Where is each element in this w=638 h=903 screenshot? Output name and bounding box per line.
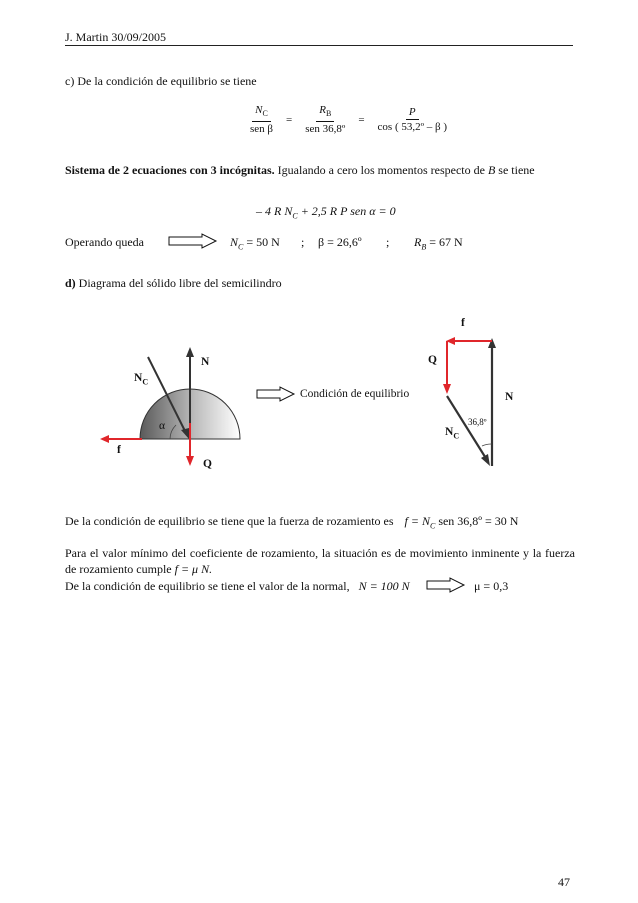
equation-moments: – 4 R $N_C + 2,5$ R P sen α = 0 [256,204,396,221]
implies-arrow-icon [426,577,466,593]
header-rule [65,45,573,46]
separator: ; [301,235,305,249]
result-nc: $N_C = 50$ N [230,235,280,252]
poly-label-n: N [505,391,514,403]
label-f: f [117,444,121,456]
result-mu: μ = 0,3 [474,579,509,593]
equation-ratios: $\frac{N_C}{\text{sen β}}$ = $\frac{R_B}{\text{sen 36,8º}}$ = $\frac{P}{\text{cos ( 53,2º – β )}}$ [247,104,450,135]
implies-arrow-icon [256,386,296,402]
label-alpha: α [159,420,166,432]
fraction-rb: $\frac{R_B}{\text{sen 36,8º}}$ [305,104,346,136]
section-c-intro: c) De la condición de equilibrio se tiene [65,74,257,88]
section-d-title: d) Diagrama del sólido libre del semicilindro [65,276,282,290]
fraction-nc: $\frac{N_C}{\text{sen β}}$ [250,104,274,136]
running-header: J. Martin 30/09/2005 [65,30,166,44]
poly-label-nc: $N_C$ [445,426,460,441]
paragraph-min-coefficient: Para el valor mínimo del coeficiente de rozamiento, la situación es de movimiento inminente y la fuerza de rozamiento cumple f = μ N. [65,546,575,576]
result-beta: β = 26,6º [318,235,362,249]
poly-label-q: Q [428,354,437,366]
label-nc: $N_C$ [134,372,149,387]
page-number: 47 [558,875,570,889]
poly-label-f: f [461,317,465,329]
implies-arrow-icon [168,233,218,249]
label-q: Q [203,458,212,470]
paragraph-friction: De la condición de equilibrio se tiene que la fuerza de rozamiento es $f = N_C$ sen 36,8º = 30 N [65,514,519,531]
label-n: N [201,356,210,368]
result-label: Operando queda [65,235,144,249]
result-rb: $R_B = 67$ N [414,235,463,252]
poly-label-angle: 36,8º [468,417,487,427]
paragraph-normal: De la condición de equilibrio se tiene el valor de la normal, N = 100 N [65,579,410,593]
fraction-p: $\frac{P}{\text{cos ( 53,2º – β )}}$ [377,106,448,134]
separator: ; [386,235,390,249]
system-line: Sistema de 2 ecuaciones con 3 incógnitas. Igualando a cero los momentos respecto de B se tiene [65,163,535,177]
condition-label: Condición de equilibrio [300,388,410,400]
